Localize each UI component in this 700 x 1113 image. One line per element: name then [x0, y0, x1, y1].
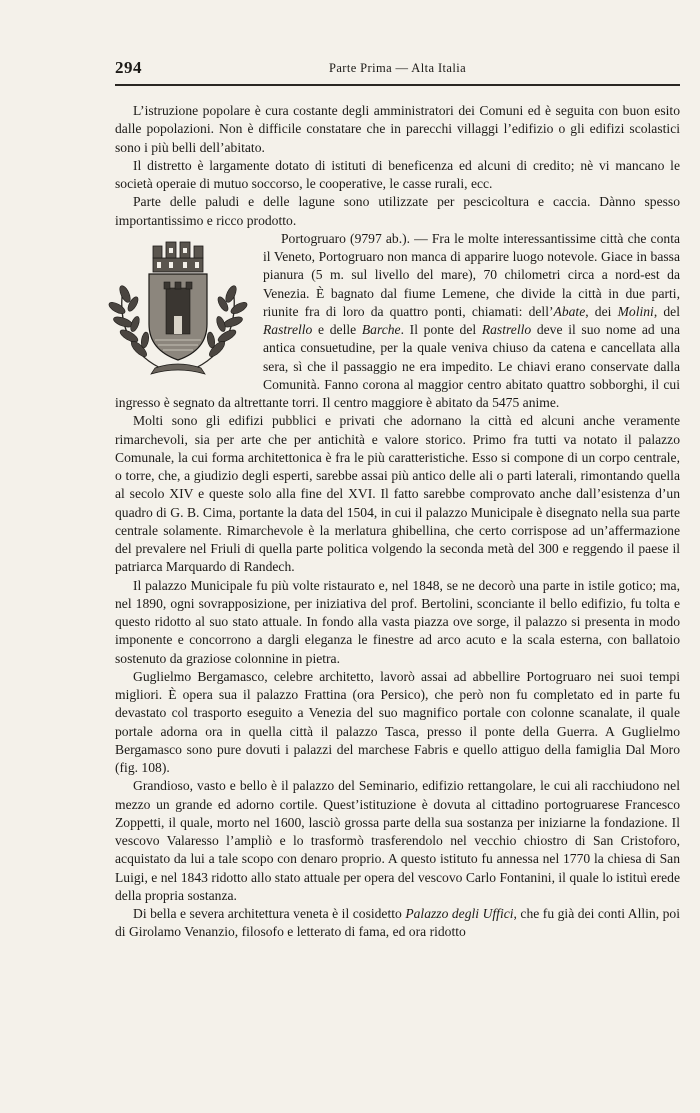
page-number: 294 [115, 58, 142, 77]
paragraph-palazzo-uffici: Di bella e severa architettura veneta è il cosidetto Palazzo degli Uffici, che fu già dei conti Allin, poi di Girolamo Venanzio, filosofo e letterato di fama, ed ora ridotto [115, 906, 680, 940]
paragraph-district: Il distretto è largamente dotato di istituti di beneficenza ed alcuni di credito; nè vi mancano le società operaie di mutuo soccorso, le cooperative, le casse rurali, ecc. [115, 157, 680, 191]
palazzo-uffici-name: Palazzo degli Uffici [405, 906, 514, 921]
running-title: Parte Prima — Alta Italia [328, 61, 467, 75]
bridge-name-abate: Abate [553, 303, 586, 319]
coat-of-arms-icon [103, 232, 253, 378]
paragraph-palazzo-comunale: Molti sono gli edifizi pubblici e privati che adornano la città ed alcuni anche veramente rimarchevoli, sia per arte che per antichità e valore storico. Primo fra tutti va notato il palazzo Comunale, la cui forma architettonica è fra le più caratteristiche. Esso si compone di un corpo centrale, o torre, che, a giudizio degli esperti, sarebbe assai più antico delle ali o parti laterali, rimontando quella al secolo XIV e queste solo alla fine del XVI. Il fatto sarebbe comprovato anche dall’esistenza d’un quadro di G. B. Cima, portante la data del 1504, in cui il palazzo Municipale è disegnato nella sua parte centrale solamente. Rimarchevole è la merlatura ghibellina, che certo corrispose ad un’affermazione del prevalere nel Friuli di quella parte politica volgendo la seconda metà del 300 e reggendo il paese il patriarca Marquardo di Randech. [115, 413, 680, 575]
paragraph-lagoons: Parte delle paludi e delle lagune sono utilizzate per pescicoltura e caccia. Dànno spesso importantissimo e ricco prodotto. [115, 194, 680, 228]
body-text [115, 102, 680, 942]
paragraph-bergamasco: Guglielmo Bergamasco, celebre architetto, lavorò assai ad abbellire Portogruaro nei suoi tempi migliori. È opera sua il palazzo Frattina (ora Persico), che però non fu completato ed in parte fu devastato col trasporto eseguito a Venezia del suo magnifico portale con colonne scanalate, il quale portale adorna ora in quella città il palazzo Tasca, presso il ponte della Guerra. A Guglielmo Bergamasco sono pure dovuti i palazzi del marchese Fabris e quello attiguo della famiglia Dal Moro (fig. 108). [115, 668, 680, 775]
page-header [115, 58, 680, 86]
paragraph-education: L’istruzione popolare è cura costante degli amministratori dei Comuni ed è seguita con buon esito dalle popolazioni. Non è difficile constatare che in parecchi villaggi l’edifizio o gli edifizi scolastici sono i più belli dell’abitato. [115, 103, 680, 155]
bridge-name-barche: Barche [361, 322, 401, 337]
paragraph-seminario: Grandioso, vasto e bello è il palazzo del Seminario, edifizio rettangolare, le cui ali racchiudono nel mezzo un grande ed adorno cortile. Quest’istituzione è dovuta al cittadino portogruarese Francesco Zoppetti, il quale, morto nel 1600, lasciò grossa parte della sua sostanza per iniziarne la fondazione. Il vescovo Valaresso l’ampliò e lo trasformò trasferendolo nel vecchio chiostro di San Cristoforo, acquistato da lui a tale scopo con denaro proprio. A questo istituto fu annessa nel 1770 la chiesa di San Luigi, e nel 1843 ridotto allo stato attuale per opera del vescovo Carlo Fontanini, il quale lo istituì erede della propria sostanza. [115, 778, 680, 903]
bridge-name-molini: Molini [617, 303, 654, 319]
paragraph-restoration: Il palazzo Municipale fu più volte ristaurato e, nel 1848, se ne decorò una parte in istile gotico; ma, nel 1890, ogni sovrapposizione, per iniziativa del prof. Bertolini, sconciante il bello edifizio, fu tolta e questo ridotto al suo stato attuale. In fondo alla vasta piazza ove sorge, il palazzo si presenta in modo imponente e concorrono a dargli eleganza le finestre ad arco acuto e la scala esterna, con ballatoio sostenuto da graziose colonnine in pietra. [115, 577, 680, 666]
coat-of-arms-image [103, 232, 253, 378]
bridge-name-rastrello: Rastrello [263, 322, 313, 337]
paragraph-portogruaro: Portogruaro (9797 ab.). — Fra le molte interessantissime città che conta il Veneto, Portogruaro non manca di apparire luogo notevole. Giace in bassa pianura (5 m. sul livello del mare), 70 chilometri circa a nord-est da Venezia. È bagnato dal fiume Lemene, che divide la città in due parti, riunite fra di loro da quattro ponti, chiamati: dell’Abate, dei Molini, del Rastrello e delle Barche. Il ponte del Rastrello deve il suo nome ad una antica consuetudine, per la quale veniva chiuso da catena e cancellata alla sera, sì che il passaggio ne era impedito. Le chiavi erano conservate dalla Comunità. Fanno corona al maggior centro abitato quattro sobborghi, il cui ingresso è segnato da altrettante torri. Il centro maggiore è abitato da 5475 anime. [115, 230, 680, 410]
bridge-name-rastrello-2: Rastrello [481, 322, 532, 337]
